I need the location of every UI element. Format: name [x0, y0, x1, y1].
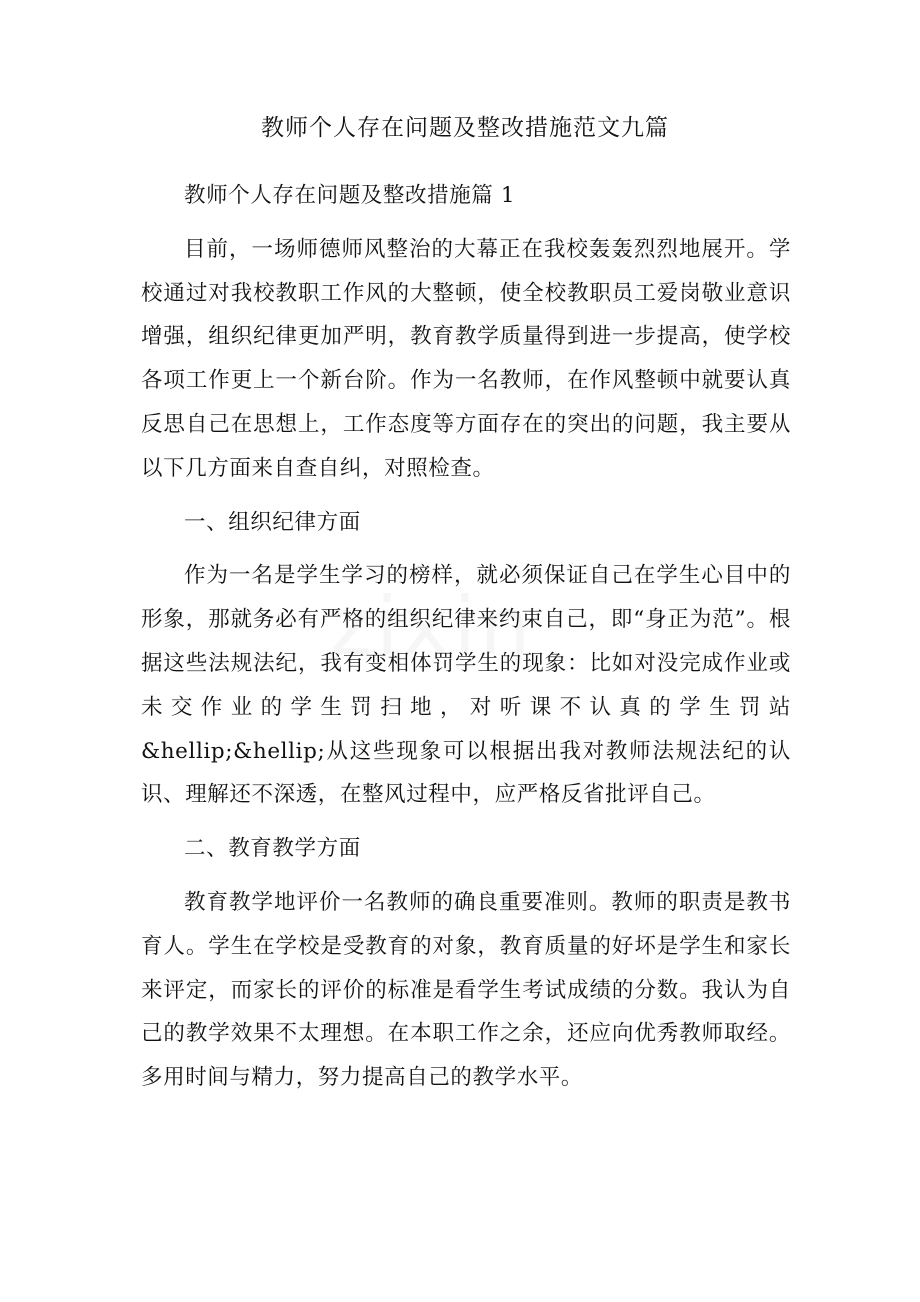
part2-paragraph: 教育教学地评价一名教师的确良重要准则。教师的职责是教书育人。学生在学校是受教育的对象，教育质量的好坏是学生和家长来评定，而家长的评价的标准是看学生考试成绩的分数。我认为自己的教学效果不太理想。在本职工作之余，还应向优秀教师取经。多用时间与精力，努力提高自己的教学水平。: [141, 889, 791, 1091]
section-heading: 教师个人存在问题及整改措施篇 1: [184, 183, 516, 208]
document-title: 教师个人存在问题及整改措施范文九篇: [261, 115, 669, 141]
intro-paragraph: 目前，一场师德师风整治的大幕正在我校轰轰烈烈地展开。学校通过对我校教职工作风的大整顿，使全校教职员工爱岗敬业意识增强，组织纪律更加严明，教育教学质量得到进一步提高，使学校各项工作更上一个新台阶。作为一名教师，在作风整顿中就要认真反思自己在思想上，工作态度等方面存在的突出的问题，我主要从以下几方面来自查自纠，对照检查。: [141, 236, 791, 481]
spacer: [141, 871, 791, 881]
spacer: [141, 491, 791, 501]
part2-heading: 二、教育教学方面: [184, 836, 361, 862]
spacer: [141, 817, 791, 827]
spacer: [141, 218, 791, 228]
part1-heading: 一、组织纪律方面: [184, 509, 361, 535]
spacer: [141, 544, 791, 554]
document-body: [141, 174, 791, 1100]
part1-paragraph: 作为一名是学生学习的榜样，就必须保证自己在学生心目中的形象，那就务必有严格的组织纪律来约束自己，即“身正为范”。根据这些法规法纪，我有变相体罚学生的现象：比如对没完成作业或未交作业的学生罚扫地，对听课不认真的学生罚站&hellip;&hellip;从这些现象可以根据出我对教师法规法纪的认识、理解还不深透，在整风过程中，应严格反省批评自己。: [141, 563, 791, 808]
